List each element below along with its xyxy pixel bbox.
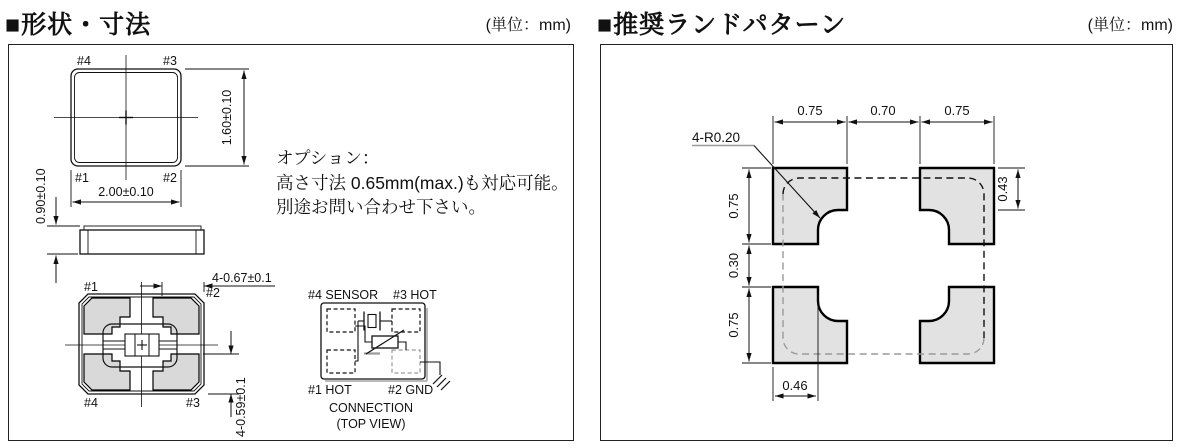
shape-drawing [9,45,573,439]
crystal-symbol [358,312,392,331]
top-view [54,54,249,207]
terminal-1-label: #1 HOT [308,383,352,397]
dim-left-top: 0.75 [726,193,741,219]
shape-section-title: ■形状・寸法 [5,11,152,39]
dim-width-label: 2.00±0.10 [98,185,154,199]
left-dimensions [726,168,771,363]
land-pattern-drawing [601,45,1172,439]
dim-thickness-label: 0.90±0.10 [34,168,48,224]
connection-caption: CONNECTION [328,401,414,415]
bottom-pad-4 [84,354,130,390]
pin-label: #2 [206,286,220,300]
terminal-4-label: #4 SENSOR [308,288,379,302]
land-pad-bottom-left [773,287,847,363]
bottom-pad-1 [84,298,130,334]
option-note [276,146,569,220]
body [80,230,204,254]
terminal-3 [392,309,420,332]
dim-right-top: 0.43 [995,176,1010,202]
pin-label: #3 [186,396,200,410]
pin-label: #3 [163,54,177,68]
dim-pad-width-label: 4-0.67±0.1 [212,271,272,285]
dim-left-bottom: 0.75 [726,312,741,338]
pin-label: #1 [75,171,89,185]
dim-top-right: 0.75 [944,103,970,118]
land-pad-bottom-right [920,287,994,363]
dim-corner-radius: 4-R0.20 [692,130,741,145]
terminal-4 [327,309,355,332]
bottom-pad-3 [153,354,199,390]
dim-top-left: 0.75 [797,103,823,118]
terminal-3-label: #3 HOT [393,288,437,302]
land-pad-top-left [773,168,847,244]
option-note-line: オプション： [276,148,380,168]
shape-panel [8,44,574,441]
connection-caption-2: (TOP VIEW) [336,417,406,431]
wire-thermistor-to-2 [398,342,406,350]
option-note-line: 別途お問い合わせ下さい。 [276,197,486,217]
terminal-2-label: #2 GND [388,383,434,397]
dim-height-label: 1.60±0.10 [220,89,234,146]
dim-top-center: 0.70 [870,103,896,118]
pin-label: #4 [84,396,98,410]
pin-label: #4 [77,54,91,68]
center-cross [119,111,133,125]
ground-icon [433,375,450,390]
land-pads [773,168,994,363]
pin-label: #2 [163,171,177,185]
dim-pad-height-label: 4-0.59±0.1 [234,377,248,437]
dim-bottom-left: 0.46 [782,378,808,393]
terminal-2 [392,350,420,373]
pin-label: #1 [84,280,98,294]
right-dimension [995,168,1025,210]
wire-2-to-ground [420,362,440,375]
land-pattern-panel [600,44,1173,441]
land-pad-top-right [920,168,994,244]
option-note-line: 高さ寸法 0.65mm(max.)も対応可能。 [276,172,569,193]
land-unit-label: (単位：mm) [1087,17,1173,34]
land-section-title: ■推奨ランドパターン [597,11,847,39]
thickness-dimension [34,168,80,283]
connection-diagram [308,288,450,431]
shape-unit-label: (単位：mm) [485,17,571,34]
terminal-1 [327,350,355,373]
bottom-view [65,271,275,437]
pad-height-dimension [203,331,248,437]
top-dimensions [773,103,994,164]
dim-left-middle: 0.30 [726,252,741,279]
